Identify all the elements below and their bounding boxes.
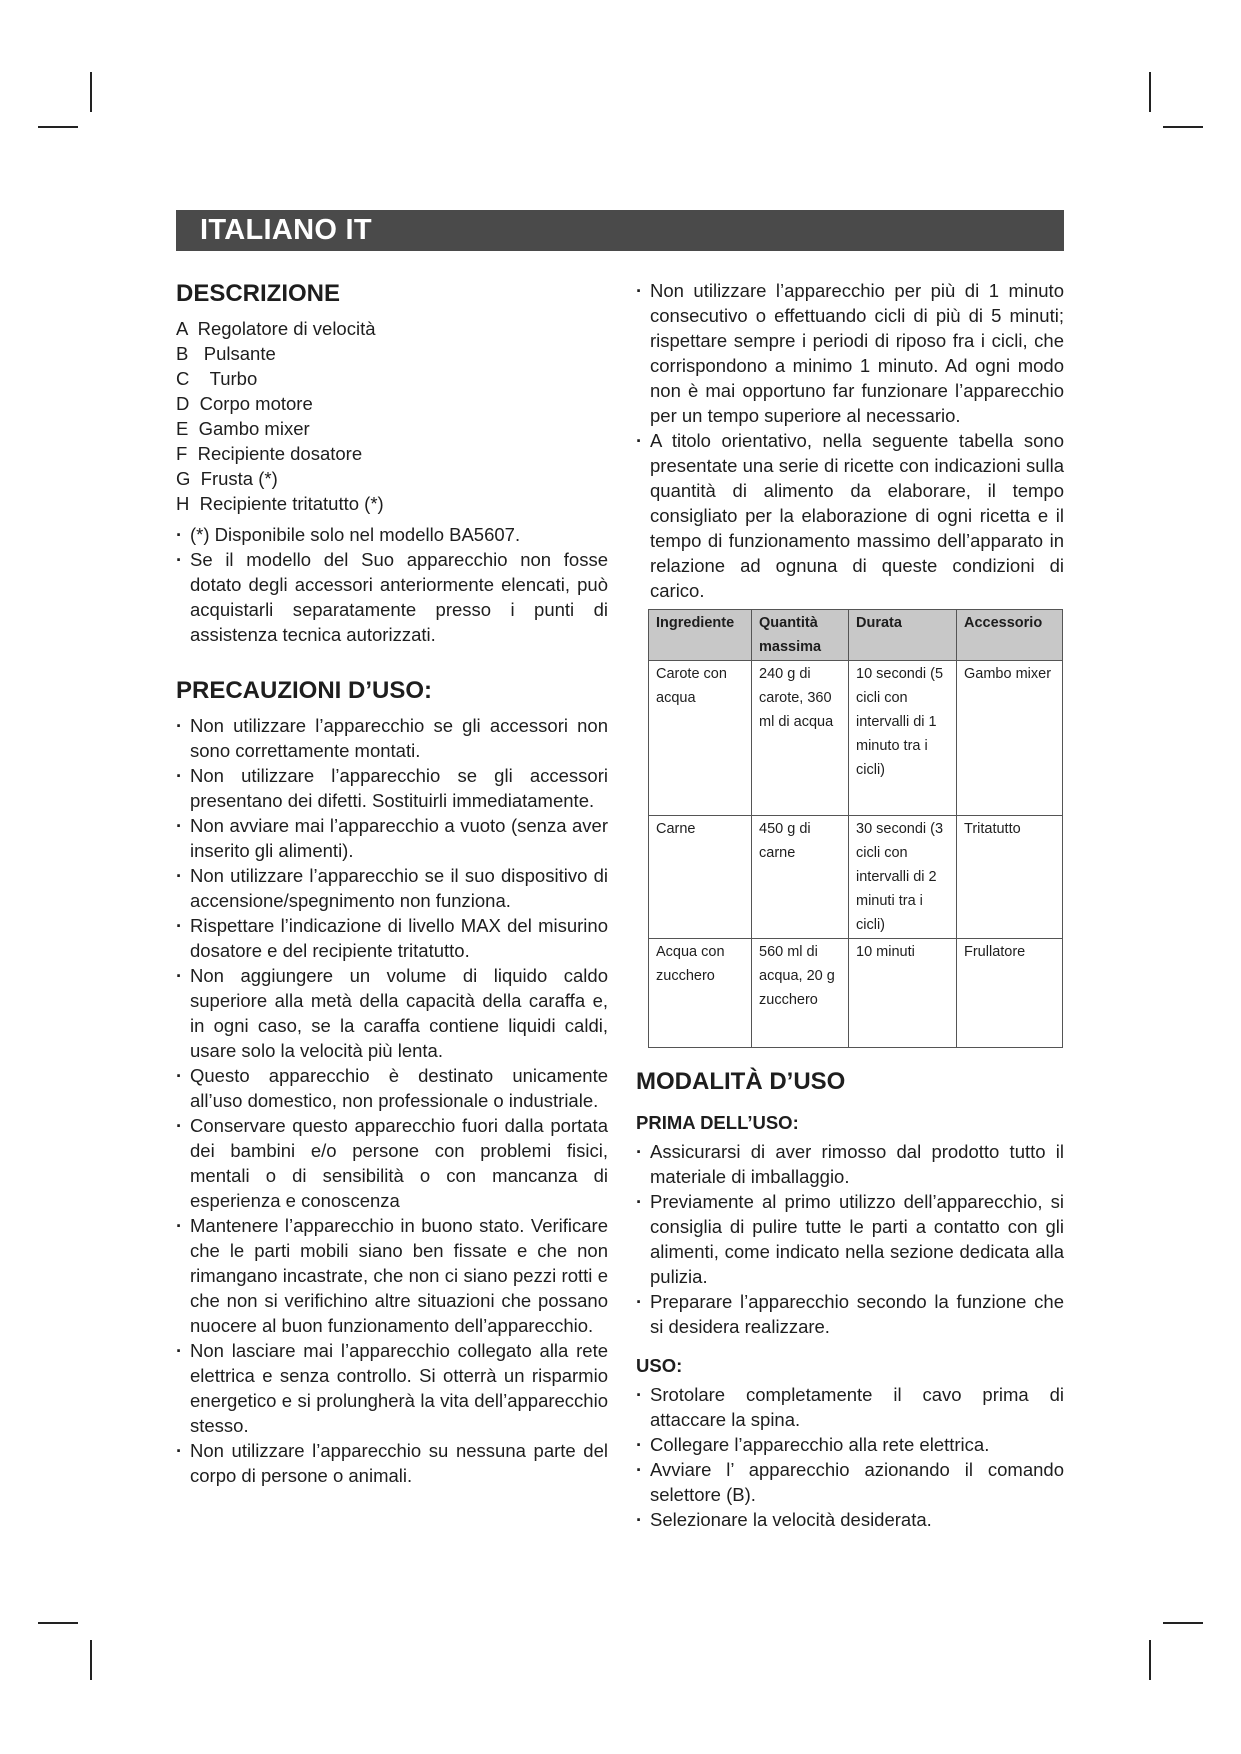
part-item: E Gambo mixer <box>176 418 310 439</box>
description-notes <box>176 522 608 647</box>
precaution-item: · Conservare questo apparecchio fuori dalla portata dei bambini e/o persone con problemi fisici, mentali o di sensibilità o con mancanza di esperienza e conoscenza <box>176 1113 608 1213</box>
table-cell: 450 g di carne <box>752 816 849 939</box>
uso-list <box>636 1382 1064 1532</box>
precaution-item: · Non utilizzare l’apparecchio su nessuna parte del corpo di persone o animali. <box>176 1438 608 1488</box>
crop-mark <box>90 72 92 112</box>
crop-mark <box>1149 1640 1151 1680</box>
part-item: A Regolatore di velocità <box>176 318 376 339</box>
table-cell: Carote con acqua <box>649 661 752 816</box>
uso-item: · Selezionare la velocità desiderata. <box>636 1507 1064 1532</box>
uso-item: · Avviare l’ apparecchio azionando il comando selettore (B). <box>636 1457 1064 1507</box>
part-item: B Pulsante <box>176 343 276 364</box>
precaution-item: · Non utilizzare l’apparecchio se gli accessori presentano dei difetti. Sostituirli immediatamente. <box>176 763 608 813</box>
uso-item: · Collegare l’apparecchio alla rete elettrica. <box>636 1432 1064 1457</box>
uso-heading: USO: <box>636 1355 683 1376</box>
prima-uso-item: · Previamente al primo utilizzo dell’apparecchio, si consiglia di pulire tutte le parti a contatto con gli alimenti, come indicato nella sezione dedicata alla pulizia. <box>636 1189 1064 1289</box>
part-item: F Recipiente dosatore <box>176 443 363 464</box>
precaution-item: · Non avviare mai l’apparecchio a vuoto (senza aver inserito gli alimenti). <box>176 813 608 863</box>
modalita-heading: MODALITÀ D’USO <box>636 1068 846 1095</box>
precaution-item: · Non lasciare mai l’apparecchio collegato alla rete elettrica e senza controllo. Si otterrà un risparmio energetico e si prolungherà la vita dell’apparecchio stesso. <box>176 1338 608 1438</box>
left-column <box>176 278 608 1488</box>
usage-limits-list <box>636 278 1064 603</box>
header-accessorio: Accessorio <box>957 610 1063 661</box>
crop-mark <box>38 1622 78 1624</box>
crop-mark <box>90 1640 92 1680</box>
header-ingrediente: Ingrediente <box>649 610 752 661</box>
table-row <box>649 939 1063 1048</box>
table-header-row <box>649 610 1063 661</box>
part-item: G Frusta (*) <box>176 468 278 489</box>
precaution-item: · Questo apparecchio è destinato unicamente all’uso domestico, non professionale o industriale. <box>176 1063 608 1113</box>
table-cell: 10 secondi (5 cicli con intervalli di 1 minuto tra i cicli) <box>849 661 957 816</box>
precautions-list <box>176 713 608 1488</box>
part-item: C Turbo <box>176 368 258 389</box>
note-item: · (*) Disponibile solo nel modello BA5607. <box>176 522 608 547</box>
prima-uso-list <box>636 1139 1064 1339</box>
table-cell: Acqua con zucchero <box>649 939 752 1048</box>
prima-uso-item: · Assicurarsi di aver rimosso dal prodotto tutto il materiale di imballaggio. <box>636 1139 1064 1189</box>
precaution-item: · Non aggiungere un volume di liquido caldo superiore alla metà della capacità della caraffa e, in ogni caso, se la caraffa contiene liquidi caldi, usare solo la velocità più lenta. <box>176 963 608 1063</box>
recipe-table <box>648 609 1063 1048</box>
table-cell: 10 minuti <box>849 939 957 1048</box>
limit-item: · Non utilizzare l’apparecchio per più di 1 minuto consecutivo o effettuando cicli di più di 5 minuti; rispettare sempre i periodi di riposo fra i cicli, che corrispondono a minimo 1 minuto. Ad ogni modo non è mai opportuno far funzionare l’apparecchio per un tempo superiore al necessario. <box>636 278 1064 428</box>
right-column <box>636 278 1064 1532</box>
precauzioni-heading: PRECAUZIONI D’USO: <box>176 677 433 704</box>
crop-mark <box>38 126 78 128</box>
crop-mark <box>1163 1622 1203 1624</box>
table-cell: 240 g di carote, 360 ml di acqua <box>752 661 849 816</box>
table-row <box>649 816 1063 939</box>
language-header: ITALIANO IT <box>176 210 1064 251</box>
precaution-item: · Non utilizzare l’apparecchio se il suo dispositivo di accensione/spegnimento non funziona. <box>176 863 608 913</box>
table-cell: 30 secondi (3 cicli con intervalli di 2 minuti tra i cicli) <box>849 816 957 939</box>
prima-uso-heading: PRIMA DELL’USO: <box>636 1112 799 1133</box>
note-item: · Se il modello del Suo apparecchio non fosse dotato degli accessori anteriormente elencati, può acquistarli separatamente presso i punti di assistenza tecnica autorizzati. <box>176 547 608 647</box>
table-cell: Tritatutto <box>957 816 1063 939</box>
part-item: D Corpo motore <box>176 393 313 414</box>
header-quantita: Quantità massima <box>752 610 849 661</box>
header-durata: Durata <box>849 610 957 661</box>
table-cell: Gambo mixer <box>957 661 1063 816</box>
descrizione-heading: DESCRIZIONE <box>176 280 341 307</box>
part-item: H Recipiente tritatutto (*) <box>176 493 384 514</box>
table-cell: 560 ml di acqua, 20 g zucchero <box>752 939 849 1048</box>
table-row <box>649 661 1063 816</box>
precaution-item: · Mantenere l’apparecchio in buono stato. Verificare che le parti mobili siano ben fissate e che non rimangano incastrate, che non ci siano pezzi rotti e che non si verifichino altre situazioni che possano nuocere al buon funzionamento dell’apparecchio. <box>176 1213 608 1338</box>
table-cell: Carne <box>649 816 752 939</box>
table-cell: Frullatore <box>957 939 1063 1048</box>
crop-mark <box>1163 126 1203 128</box>
crop-mark <box>1149 72 1151 112</box>
limit-item: · A titolo orientativo, nella seguente tabella sono presentate una serie di ricette con indicazioni sulla quantità di alimento da elaborare, il tempo consigliato per la elaborazione di ogni ricetta e il tempo di funzionamento massimo dell’apparato in relazione ad ognuna di queste condizioni di carico. <box>636 428 1064 603</box>
precaution-item: · Non utilizzare l’apparecchio se gli accessori non sono correttamente montati. <box>176 713 608 763</box>
uso-item: · Srotolare completamente il cavo prima di attaccare la spina. <box>636 1382 1064 1432</box>
prima-uso-item: · Preparare l’apparecchio secondo la funzione che si desidera realizzare. <box>636 1289 1064 1339</box>
parts-list <box>176 316 608 516</box>
precaution-item: · Rispettare l’indicazione di livello MAX del misurino dosatore e del recipiente tritatutto. <box>176 913 608 963</box>
